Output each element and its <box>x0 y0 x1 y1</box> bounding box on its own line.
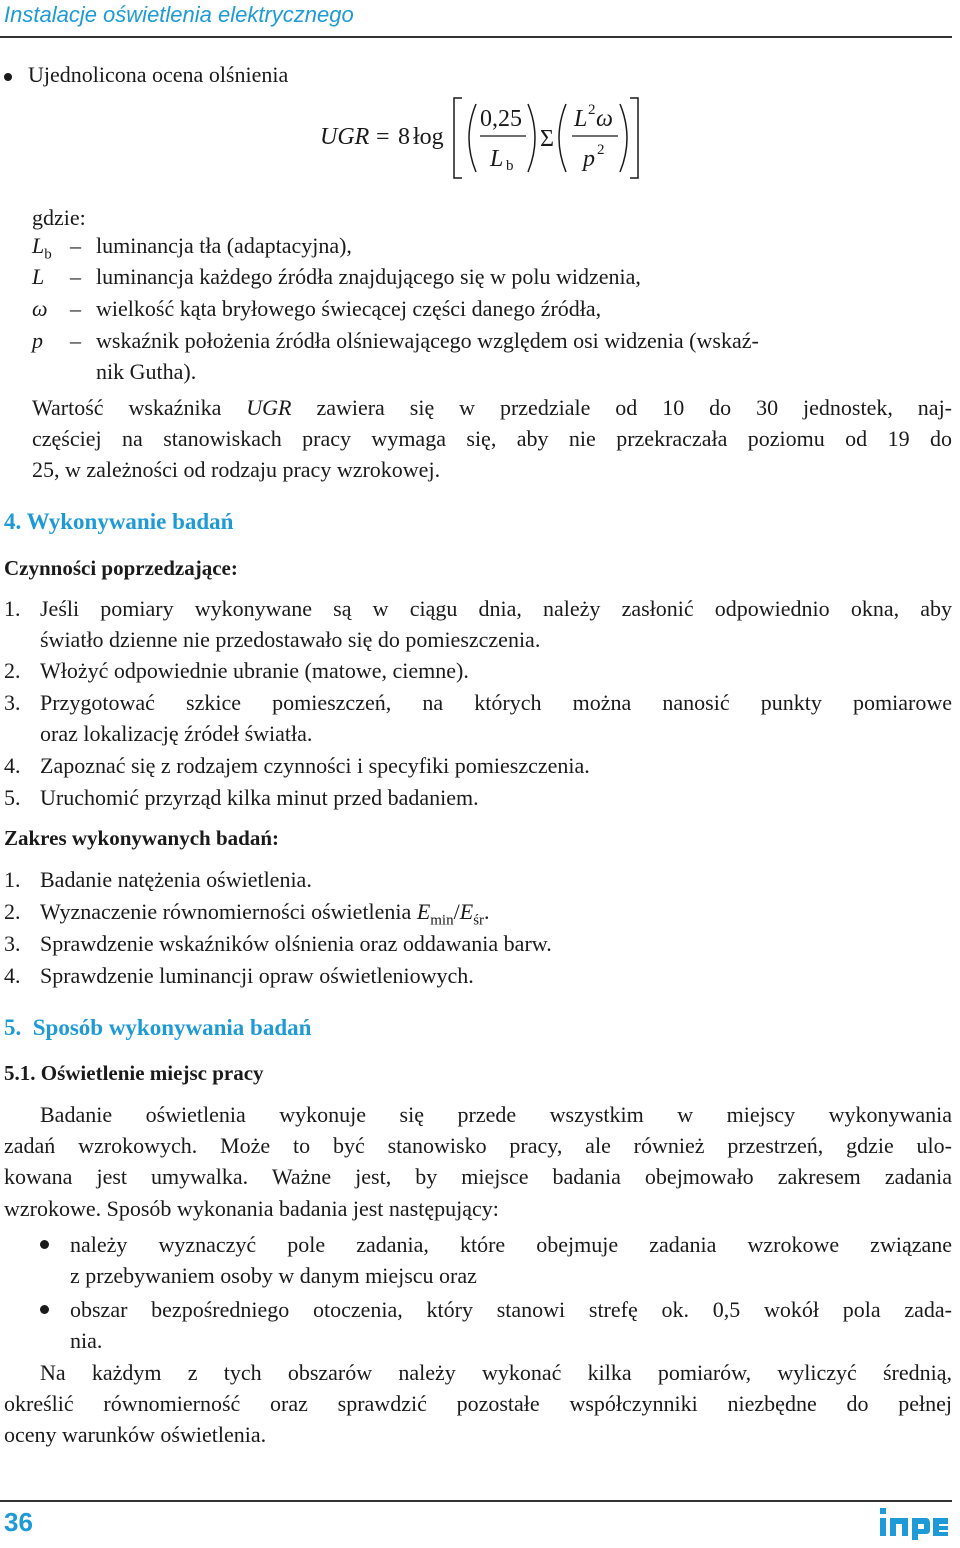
bullet-line: należy wyznaczyć pole zadania, które obejmuje zadania wzrokowe związane <box>70 1232 952 1257</box>
bullet-line: nia. <box>70 1328 103 1353</box>
ugr-text-part2: zawiera się w przedziale od 10 do 30 jednostek, naj- <box>291 395 953 420</box>
paragraph-line: kowana jest umywalka. Ważne jest, by miejsce badania obejmowało zakresem zadania <box>4 1164 952 1189</box>
legend-item <box>32 233 952 263</box>
legend-symbol: L <box>32 233 45 258</box>
legend-dash: – <box>70 296 81 321</box>
legend-text: wskaźnik położenia źródła olśniewającego względem osi widzenia (wskaź- <box>96 328 759 353</box>
legend-symbol: L <box>32 264 45 289</box>
frac2-right-paren <box>620 104 627 172</box>
footer-rule <box>0 1500 952 1502</box>
running-header: Instalacje oświetlenia elektrycznego <box>4 2 354 27</box>
list-number: 3. <box>4 690 21 715</box>
section-5-1-number: 5.1. <box>4 1061 36 1085</box>
section-bullet <box>4 62 288 88</box>
formula-log: łog <box>413 124 444 150</box>
legend-symbol-sub: b <box>44 246 52 263</box>
list-text-line: Badanie natężenia oświetlenia. <box>40 867 312 892</box>
ugr-paragraph-line1 <box>32 392 952 423</box>
impe-logo-icon <box>878 1504 950 1540</box>
ugr-text-abbr: UGR <box>246 395 292 420</box>
outer-right-bracket <box>630 98 638 178</box>
list-text-line: światło dzienne nie przedostawało się do pomieszczenia. <box>40 627 541 652</box>
frac2-den-sup: 2 <box>597 142 605 158</box>
formula-lhs: UGR <box>320 124 370 150</box>
frac2-left-paren <box>559 104 566 172</box>
header-rule <box>0 36 952 38</box>
ugr-paragraph-line2: częściej na stanowiskach pracy wymaga się, aby nie przekraczała poziomu od 19 do <box>32 426 952 451</box>
legend-text: wielkość kąta bryłowego świecącej części danego źródła, <box>96 296 602 321</box>
list-text-line: oraz lokalizację źródeł światła. <box>40 721 313 746</box>
scope-heading: Zakres wykonywanych badań: <box>4 826 280 850</box>
list-number: 1. <box>4 867 21 892</box>
legend-dash: – <box>70 233 81 258</box>
frac2-den-p: p <box>583 146 595 172</box>
section-5-heading <box>4 1015 311 1041</box>
section-4-title: Wykonywanie badań <box>26 509 234 534</box>
legend-text: luminancja tła (adaptacyjna), <box>96 233 352 258</box>
list-text-line: Sprawdzenie wskaźników olśnienia oraz oddawania barw. <box>40 931 552 956</box>
legend-continuation: nik Gutha). <box>96 359 197 384</box>
section-5-title: Sposób wykonywania badań <box>32 1015 312 1040</box>
paragraph-line: zadań wzrokowych. Może to być stanowisko pracy, ale również przestrzeń, gdzie ulo- <box>4 1133 952 1158</box>
ugr-paragraph-line3: 25, w zależności od rodzaju pracy wzrokowej. <box>32 457 441 482</box>
paragraph-line: określić równomierność oraz sprawdzić pozostałe współczynniki niezbędne do pełnej <box>4 1391 952 1416</box>
scope-text: Wyznaczenie równomierności oświetlenia <box>40 899 417 924</box>
frac1-numerator: 0,25 <box>480 106 522 132</box>
list-number: 4. <box>4 963 21 988</box>
legend-item <box>32 296 952 322</box>
list-text-line: Zapoznać się z rodzajem czynności i specyfiki pomieszczenia. <box>40 753 590 778</box>
e-symbol: E <box>459 899 474 924</box>
section-bullet-text: Ujednolicona ocena olśnienia <box>28 62 289 87</box>
legend-intro: gdzie: <box>32 205 86 230</box>
paragraph-line: oceny warunków oświetlenia. <box>4 1422 267 1447</box>
legend-symbol: ω <box>32 296 48 321</box>
e-sr-sub: śr <box>473 912 485 929</box>
list-text-line: Przygotować szkice pomieszczeń, na których można nanosić punkty pomiarowe <box>40 690 952 715</box>
legend-dash: – <box>70 328 81 353</box>
section-5-number: 5. <box>4 1015 22 1040</box>
section-4-heading <box>4 509 233 535</box>
section-5-1-heading <box>4 1061 264 1086</box>
e-min-sub: min <box>430 912 454 929</box>
frac1-den-L: L <box>490 146 504 172</box>
section-5-1-title: Oświetlenie miejsc pracy <box>40 1061 264 1085</box>
legend-symbol: p <box>32 328 43 353</box>
frac1-left-paren <box>469 104 476 172</box>
frac1-den-sub: b <box>506 158 514 174</box>
list-number: 3. <box>4 931 21 956</box>
bullet-dot-icon <box>40 1240 49 1249</box>
logo-text: impe <box>878 1504 880 1505</box>
section-4-number: 4. <box>4 509 22 534</box>
frac2-num-omega: ω <box>596 106 613 132</box>
list-number: 2. <box>4 899 21 924</box>
formula-coef: 8 <box>398 124 410 150</box>
bullet-dot-icon <box>40 1305 49 1314</box>
frac1-right-paren <box>528 104 535 172</box>
formula-eq: = <box>376 124 390 150</box>
frac2-num-sup: 2 <box>588 102 596 118</box>
bullet-line: z przebywaniem osoby w danym miejscu oraz <box>70 1263 477 1288</box>
legend-item <box>32 264 952 290</box>
list-text-line: Uruchomić przyrząd kilka minut przed badaniem. <box>40 785 479 810</box>
list-number: 2. <box>4 658 21 683</box>
period: . <box>484 899 490 924</box>
paragraph-line: Badanie oświetlenia wykonuje się przede wszystkim w miejscy wykonywania <box>40 1102 952 1127</box>
frac2-num-L: L <box>574 106 588 132</box>
list-number: 1. <box>4 596 21 621</box>
slash: / <box>453 899 460 924</box>
list-text-line: Włożyć odpowiednie ubranie (matowe, ciemne). <box>40 658 469 683</box>
list-text-line: Jeśli pomiary wykonywane są w ciągu dnia, należy zasłonić odpowiednio okna, aby <box>40 596 952 621</box>
paragraph-line: wzrokowe. Sposób wykonania badania jest następujący: <box>4 1196 499 1221</box>
ugr-formula <box>0 92 960 182</box>
list-number: 5. <box>4 785 21 810</box>
page-number: 36 <box>4 1507 33 1537</box>
list-text-line: Sprawdzenie luminancji opraw oświetleniowych. <box>40 963 474 988</box>
preparation-heading: Czynności poprzedzające: <box>4 556 238 580</box>
paragraph-line: Na każdym z tych obszarów należy wykonać kilka pomiarów, wyliczyć średnią, <box>40 1360 952 1385</box>
bullet-line: obszar bezpośredniego otoczenia, który stanowi strefę ok. 0,5 wokół pola zada- <box>70 1297 952 1322</box>
legend-item <box>32 328 952 354</box>
legend-dash: – <box>70 264 81 289</box>
list-number: 4. <box>4 753 21 778</box>
bullet-dot-icon <box>4 73 12 81</box>
legend-text: luminancja każdego źródła znajdującego się w polu widzenia, <box>96 264 641 289</box>
list-item <box>4 593 954 655</box>
ugr-text-part1: Wartość wskaźnika <box>32 395 247 420</box>
formula-sigma: Σ <box>540 126 554 152</box>
outer-left-bracket <box>454 98 462 178</box>
e-symbol: E <box>416 899 431 924</box>
